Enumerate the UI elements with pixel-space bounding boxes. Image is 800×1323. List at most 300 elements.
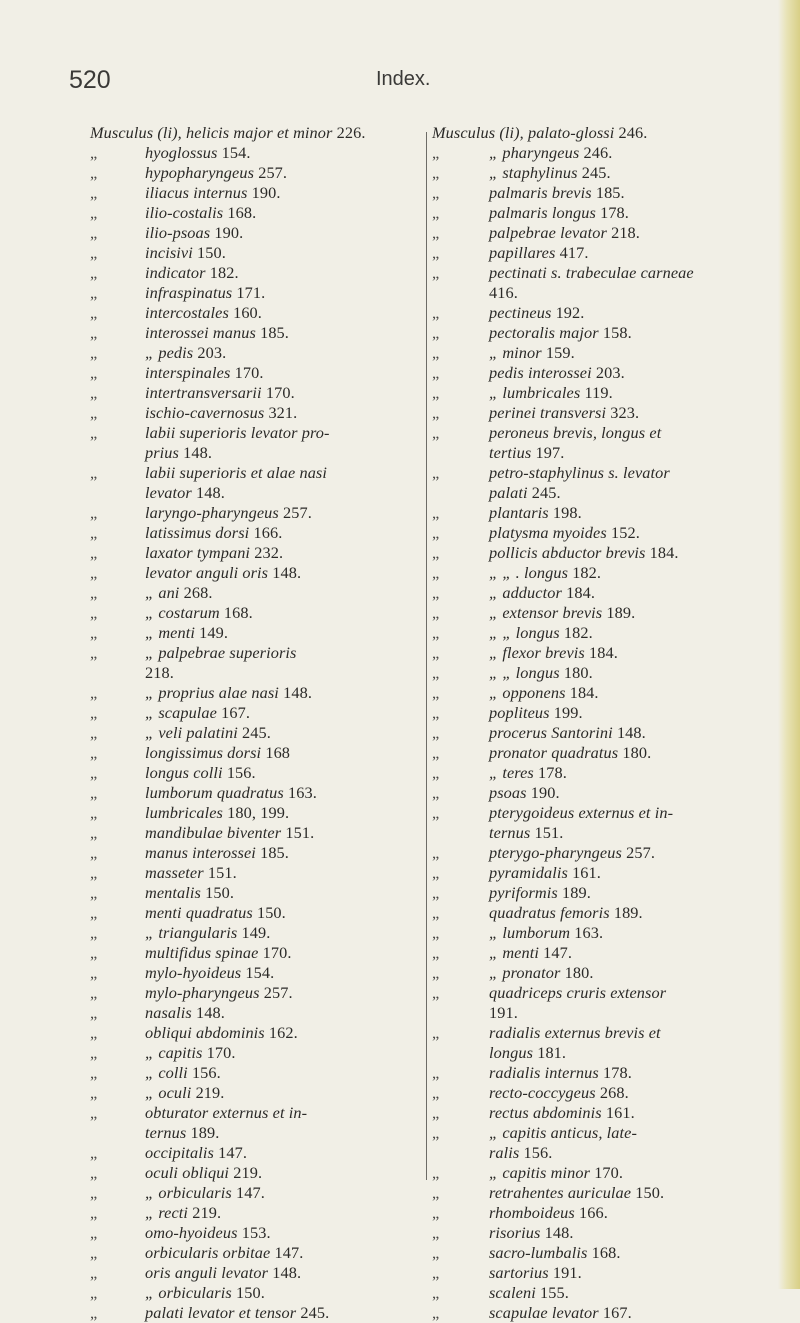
entry-term: quadratus femoris: [489, 903, 610, 922]
index-entry-continuation: [432, 283, 762, 303]
ditto-mark: „: [432, 263, 440, 282]
ditto-mark: „: [90, 803, 98, 822]
index-entry: [90, 463, 420, 483]
entry-term: „ „ longus: [489, 623, 560, 642]
entry-page-ref: 191.: [489, 1003, 518, 1022]
entry-term: laxator tympani: [145, 543, 251, 562]
ditto-mark: „: [90, 883, 98, 902]
index-entry: [432, 863, 762, 883]
ditto-mark: „: [432, 723, 440, 742]
index-entry: [432, 683, 762, 703]
entry-term: mylo-pharyngeus: [145, 983, 260, 1002]
entry-page-ref: 245.: [300, 1303, 330, 1322]
entry-page-ref: 158.: [602, 323, 632, 342]
ditto-mark: „: [90, 703, 98, 722]
entry-term: rhomboideus: [489, 1203, 575, 1222]
ditto-mark: „: [432, 403, 440, 422]
entry-page-ref: 150.: [635, 1183, 665, 1202]
index-entry: [432, 223, 762, 243]
index-entry: [90, 563, 420, 583]
ditto-mark: „: [90, 1063, 98, 1082]
ditto-mark: „: [432, 463, 440, 482]
ditto-mark: „: [432, 243, 440, 262]
ditto-mark: „: [432, 783, 440, 802]
index-entry-continuation: [432, 823, 762, 843]
entry-term: „ „ longus: [489, 663, 560, 682]
index-entry: [432, 883, 762, 903]
entry-page-ref: 184.: [589, 643, 618, 662]
ditto-mark: „: [432, 843, 440, 862]
entry-page-ref: 148.: [183, 443, 213, 462]
ditto-mark: „: [90, 1043, 98, 1062]
entry-page-ref: 232.: [254, 543, 284, 562]
entry-term: „ menti: [489, 943, 539, 962]
ditto-mark: „: [90, 1283, 98, 1302]
ditto-mark: „: [432, 1223, 440, 1242]
entry-term: „ menti: [145, 623, 195, 642]
entry-term: „ capitis anticus, late-: [489, 1123, 638, 1142]
entry-term: „ veli palatini: [145, 723, 238, 742]
index-entry: [90, 343, 420, 363]
entry-page-ref: 246.: [618, 123, 648, 142]
entry-page-ref: 171.: [236, 283, 266, 302]
index-entry-continuation: [432, 443, 762, 463]
page-header: [0, 66, 800, 106]
index-entry: [432, 1203, 762, 1223]
entry-term: labii superioris levator pro-: [145, 423, 330, 442]
entry-page-ref: 154.: [245, 963, 275, 982]
entry-term: „ orbicularis: [145, 1283, 232, 1302]
ditto-mark: „: [90, 543, 98, 562]
entry-term: „ costarum: [145, 603, 220, 622]
index-entry-continuation: [90, 1123, 420, 1143]
index-entry: [90, 1043, 420, 1063]
index-entry: [90, 683, 420, 703]
index-entry-continuation: [432, 1043, 762, 1063]
ditto-mark: „: [432, 603, 440, 622]
entry-page-ref: 178.: [538, 763, 567, 782]
ditto-mark: „: [432, 1183, 440, 1202]
entry-term: pyramidalis: [489, 863, 568, 882]
ditto-mark: „: [432, 383, 440, 402]
entry-page-ref: 192.: [555, 303, 585, 322]
index-entry: [90, 723, 420, 743]
ditto-mark: „: [90, 643, 98, 662]
entry-page-ref: 416.: [489, 283, 518, 302]
entry-term: orbicularis orbitae: [145, 1243, 271, 1262]
index-entry: [90, 943, 420, 963]
entry-term: sartorius: [489, 1263, 549, 1282]
entry-term: ilio-psoas: [145, 223, 211, 242]
index-entry: [432, 1123, 762, 1143]
ditto-mark: „: [432, 163, 440, 182]
entry-term: palpebrae levator: [489, 223, 607, 242]
entry-page-ref: 198.: [552, 503, 582, 522]
entry-page-ref: 182.: [563, 623, 593, 642]
entry-page-ref: 245.: [581, 163, 611, 182]
entry-term: pterygoideus externus et in-: [489, 803, 674, 822]
entry-page-ref: 148.: [196, 1003, 225, 1022]
entry-term: levator anguli oris: [145, 563, 269, 582]
entry-page-ref: 178.: [602, 1063, 632, 1082]
ditto-mark: „: [90, 1303, 98, 1322]
ditto-mark: „: [432, 523, 440, 542]
entry-term: perinei transversi: [489, 403, 607, 422]
entry-term: latissimus dorsi: [145, 523, 250, 542]
index-entry: [90, 763, 420, 783]
entry-term: retrahentes auriculae: [489, 1183, 632, 1202]
ditto-mark: „: [432, 903, 440, 922]
ditto-mark: „: [432, 1303, 440, 1322]
index-entry: [432, 583, 762, 603]
ditto-mark: „: [90, 143, 98, 162]
index-entry: [90, 583, 420, 603]
index-entry: [90, 1083, 420, 1103]
entry-term: prius: [145, 443, 179, 462]
entry-term: scapulae levator: [489, 1303, 599, 1322]
entry-term: masseter: [145, 863, 204, 882]
index-entry: [432, 843, 762, 863]
ditto-mark: „: [90, 1243, 98, 1262]
entry-page-ref: 190.: [530, 783, 560, 802]
entry-page-ref: 197.: [535, 443, 565, 462]
entry-term: radialis internus: [489, 1063, 599, 1082]
ditto-mark: „: [432, 183, 440, 202]
entry-term: radialis externus brevis et: [489, 1023, 661, 1042]
entry-page-ref: 184.: [569, 683, 599, 702]
ditto-mark: „: [90, 243, 98, 262]
entry-term: „ triangularis: [145, 923, 238, 942]
entry-term: palmaris longus: [489, 203, 596, 222]
ditto-mark: „: [432, 1103, 440, 1122]
index-entry: [90, 123, 420, 143]
ditto-mark: „: [90, 863, 98, 882]
ditto-mark: „: [90, 783, 98, 802]
entry-term: pronator quadratus: [489, 743, 619, 762]
ditto-mark: „: [432, 323, 440, 342]
entry-page-ref: 184.: [649, 543, 679, 562]
entry-page-ref: 257.: [626, 843, 656, 862]
page-edge-shadow: [778, 0, 800, 1289]
ditto-mark: „: [432, 643, 440, 662]
entry-page-ref: 170.: [234, 363, 264, 382]
ditto-mark: „: [90, 403, 98, 422]
entry-term: ternus: [145, 1123, 187, 1142]
entry-term: lumbricales: [145, 803, 223, 822]
index-entry: [90, 703, 420, 723]
ditto-mark: „: [432, 803, 440, 822]
index-entry: [432, 763, 762, 783]
entry-page-ref: 161.: [605, 1103, 635, 1122]
entry-term: „ oculi: [145, 1083, 192, 1102]
ditto-mark: „: [90, 183, 98, 202]
ditto-mark: „: [432, 503, 440, 522]
entry-page-ref: 150.: [235, 1283, 265, 1302]
ditto-mark: „: [90, 363, 98, 382]
entry-page-ref: 149.: [241, 923, 271, 942]
entry-term: omo-hyoideus: [145, 1223, 238, 1242]
ditto-mark: „: [432, 683, 440, 702]
index-entry: [90, 983, 420, 1003]
entry-term: „ pharyngeus: [489, 143, 580, 162]
entry-page-ref: 180.: [622, 743, 652, 762]
entry-page-ref: 182.: [209, 263, 239, 282]
entry-page-ref: 162.: [268, 1023, 298, 1042]
ditto-mark: „: [432, 1243, 440, 1262]
ditto-mark: „: [432, 583, 440, 602]
entry-term: palmaris brevis: [489, 183, 592, 202]
index-entry: [432, 743, 762, 763]
index-entry: [90, 1203, 420, 1223]
entry-page-ref: 152.: [610, 523, 640, 542]
entry-term: longus: [489, 1043, 534, 1062]
ditto-mark: „: [90, 523, 98, 542]
entry-term: pectinati s. trabeculae carneae: [489, 263, 694, 282]
entry-term: levator: [145, 483, 192, 502]
ditto-mark: „: [432, 363, 440, 382]
entry-page-ref: 153.: [241, 1223, 271, 1242]
index-entry: [90, 1023, 420, 1043]
entry-page-ref: 149.: [199, 623, 229, 642]
index-entry: [90, 543, 420, 563]
index-entry: [90, 1303, 420, 1323]
index-entry-continuation: [432, 1003, 762, 1023]
entry-page-ref: 147.: [218, 1143, 248, 1162]
index-entry: [432, 343, 762, 363]
entry-page-ref: 163.: [574, 923, 604, 942]
entry-term: platysma myoides: [489, 523, 607, 542]
entry-page-ref: 184.: [566, 583, 595, 602]
entry-page-ref: 168.: [227, 203, 257, 222]
index-entry: [90, 1283, 420, 1303]
entry-term: pectineus: [489, 303, 552, 322]
entry-page-ref: 246.: [583, 143, 613, 162]
index-entry: [432, 563, 762, 583]
index-entry: [90, 1223, 420, 1243]
entry-term: „ pedis: [145, 343, 194, 362]
entry-page-ref: 191.: [552, 1263, 582, 1282]
entry-page-ref: 168: [265, 743, 291, 762]
entry-term: „ staphylinus: [489, 163, 578, 182]
ditto-mark: „: [90, 1203, 98, 1222]
entry-term: mentalis: [145, 883, 201, 902]
index-entry: [432, 623, 762, 643]
entry-page-ref: 170.: [206, 1043, 236, 1062]
index-entry: [432, 303, 762, 323]
entry-page-ref: 189.: [190, 1123, 220, 1142]
index-entry: [90, 203, 420, 223]
index-entry: [432, 383, 762, 403]
ditto-mark: „: [90, 383, 98, 402]
ditto-mark: „: [432, 1203, 440, 1222]
entry-term: ternus: [489, 823, 531, 842]
entry-page-ref: 148.: [272, 1263, 302, 1282]
entry-page-ref: 181.: [537, 1043, 567, 1062]
ditto-mark: „: [432, 423, 440, 442]
index-entry: [90, 423, 420, 443]
entry-term: „ lumbricales: [489, 383, 581, 402]
entry-term: iliacus internus: [145, 183, 248, 202]
ditto-mark: „: [90, 263, 98, 282]
entry-page-ref: 219.: [233, 1163, 263, 1182]
entry-term: hypopharyngeus: [145, 163, 255, 182]
index-entry: [90, 923, 420, 943]
entry-term: „ lumborum: [489, 923, 571, 942]
index-entry: [432, 183, 762, 203]
index-entry: [432, 123, 762, 143]
index-entry: [90, 1243, 420, 1263]
entry-term: incisivi: [145, 243, 193, 262]
entry-page-ref: 218.: [611, 223, 640, 242]
entry-page-ref: 245.: [242, 723, 271, 742]
ditto-mark: „: [90, 843, 98, 862]
index-entry: [90, 783, 420, 803]
index-entry: [90, 403, 420, 423]
index-entry: [432, 423, 762, 443]
entry-term: manus interossei: [145, 843, 256, 862]
entry-term: indicator: [145, 263, 206, 282]
entry-page-ref: 180, 199.: [227, 803, 290, 822]
entry-page-ref: 147.: [235, 1183, 265, 1202]
entry-page-ref: 167.: [221, 703, 251, 722]
ditto-mark: „: [90, 163, 98, 182]
entry-term: „ capitis minor: [489, 1163, 591, 1182]
index-entry: [90, 223, 420, 243]
entry-page-ref: 218.: [145, 663, 174, 682]
entry-term: plantaris: [489, 503, 549, 522]
ditto-mark: „: [432, 883, 440, 902]
entry-term: occipitalis: [145, 1143, 214, 1162]
index-entry: [90, 183, 420, 203]
index-entry: [432, 403, 762, 423]
entry-page-ref: 189.: [562, 883, 591, 902]
ditto-mark: „: [432, 763, 440, 782]
index-column-left: [90, 123, 420, 1323]
entry-page-ref: 159.: [545, 343, 575, 362]
entry-page-ref: 170.: [265, 383, 295, 402]
index-entry: [432, 923, 762, 943]
ditto-mark: „: [432, 1023, 440, 1042]
ditto-mark: „: [90, 1083, 98, 1102]
entry-page-ref: 154.: [221, 143, 251, 162]
entry-term: recto-coccygeus: [489, 1083, 596, 1102]
entry-term: laryngo-pharyngeus: [145, 503, 279, 522]
ditto-mark: „: [90, 943, 98, 962]
index-entry: [90, 603, 420, 623]
entry-page-ref: 161.: [572, 863, 601, 882]
index-entry: [90, 863, 420, 883]
entry-term: papillares: [489, 243, 556, 262]
ditto-mark: „: [432, 223, 440, 242]
entry-page-ref: 226.: [336, 123, 366, 142]
entry-page-ref: 151.: [534, 823, 564, 842]
entry-page-ref: 170.: [594, 1163, 624, 1182]
index-entry: [432, 363, 762, 383]
ditto-mark: „: [90, 743, 98, 762]
entry-page-ref: 190.: [214, 223, 244, 242]
entry-page-ref: 156.: [191, 1063, 221, 1082]
entry-page-ref: 150.: [256, 903, 286, 922]
entry-page-ref: 150.: [197, 243, 226, 262]
entry-page-ref: 148.: [283, 683, 313, 702]
entry-page-ref: 156.: [226, 763, 256, 782]
index-entry: [90, 843, 420, 863]
entry-page-ref: 323.: [610, 403, 640, 422]
entry-term: quadriceps cruris extensor: [489, 983, 667, 1002]
index-entry: [432, 603, 762, 623]
index-entry: [432, 783, 762, 803]
page-number: 520: [69, 66, 111, 94]
entry-page-ref: 199.: [553, 703, 583, 722]
index-entry: [432, 943, 762, 963]
entry-page-ref: 170.: [262, 943, 292, 962]
index-entry: [432, 963, 762, 983]
entry-page-ref: 166.: [579, 1203, 608, 1222]
ditto-mark: „: [432, 1263, 440, 1282]
entry-page-ref: 417.: [559, 243, 589, 262]
entry-page-ref: 155.: [540, 1283, 569, 1302]
entry-page-ref: 185.: [595, 183, 625, 202]
index-entry-continuation: [90, 443, 420, 463]
entry-term: ralis: [489, 1143, 520, 1162]
entry-term: „ minor: [489, 343, 542, 362]
index-entry: [90, 1003, 420, 1023]
index-entry: [432, 1283, 762, 1303]
entry-page-ref: 257.: [283, 503, 312, 522]
ditto-mark: „: [90, 623, 98, 642]
entry-term: procerus Santorini: [489, 723, 613, 742]
entry-term: tertius: [489, 443, 532, 462]
index-entry: [90, 283, 420, 303]
ditto-mark: „: [90, 343, 98, 362]
entry-page-ref: 150.: [205, 883, 235, 902]
index-entry: [432, 243, 762, 263]
index-entry: [90, 303, 420, 323]
entry-page-ref: 180.: [564, 963, 594, 982]
entry-term: pterygo-pharyngeus: [489, 843, 622, 862]
ditto-mark: „: [432, 143, 440, 162]
entry-term: longissimus dorsi: [145, 743, 262, 762]
entry-page-ref: 148.: [616, 723, 646, 742]
index-entry: [90, 1163, 420, 1183]
index-entry: [432, 1103, 762, 1123]
entry-page-ref: 180.: [563, 663, 593, 682]
entry-term: „ scapulae: [145, 703, 217, 722]
ditto-mark: „: [90, 1003, 98, 1022]
index-entry-continuation: [432, 483, 762, 503]
entry-term: „ ani: [145, 583, 180, 602]
entry-page-ref: 156.: [523, 1143, 553, 1162]
ditto-mark: „: [90, 303, 98, 322]
ditto-mark: „: [90, 463, 98, 482]
entry-term: popliteus: [489, 703, 550, 722]
index-entry: [90, 803, 420, 823]
entry-term: pedis interossei: [489, 363, 592, 382]
ditto-mark: „: [90, 603, 98, 622]
ditto-mark: „: [90, 223, 98, 242]
entry-page-ref: 257.: [258, 163, 288, 182]
index-entry: [432, 163, 762, 183]
entry-page-ref: 185.: [260, 843, 289, 862]
entry-term: nasalis: [145, 1003, 192, 1022]
entry-term: multifidus spinae: [145, 943, 259, 962]
index-entry: [90, 1143, 420, 1163]
entry-term: oris anguli levator: [145, 1263, 269, 1282]
index-entry: [90, 363, 420, 383]
ditto-mark: „: [90, 1223, 98, 1242]
entry-term: mylo-hyoideus: [145, 963, 242, 982]
ditto-mark: „: [90, 583, 98, 602]
